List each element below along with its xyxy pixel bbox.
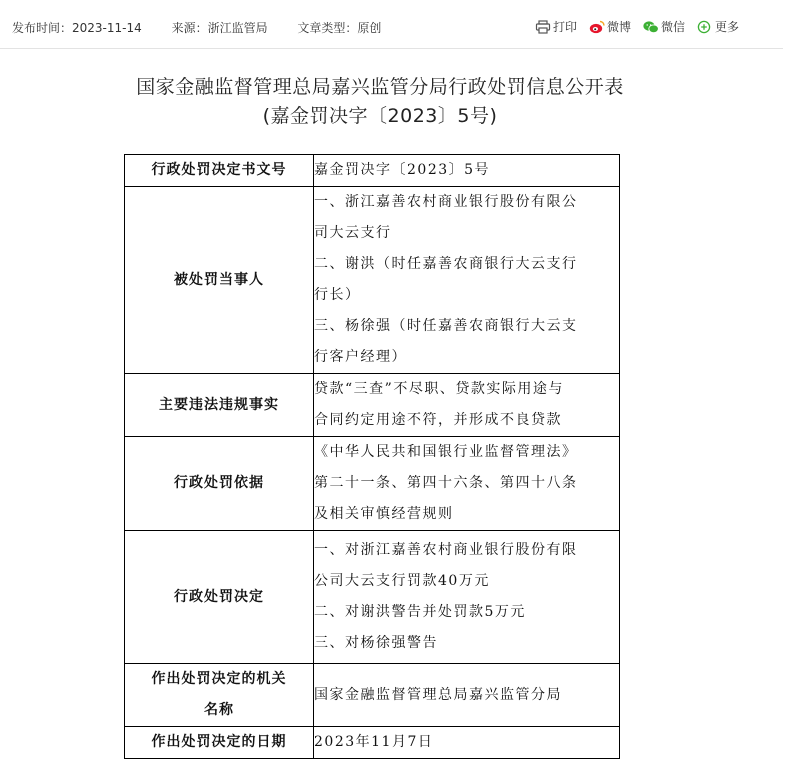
row-value <box>314 187 620 374</box>
row-value <box>314 664 620 727</box>
value-line: 二、谢洪（时任嘉善农商银行大云支行 <box>314 256 578 272</box>
more-label: 更多 <box>714 20 739 34</box>
publish-time: 发布时间：2023-11-14 <box>12 21 142 35</box>
value-line: 司大云支行 <box>314 225 392 241</box>
article-meta-bar <box>0 0 783 49</box>
value-line: 行长） <box>314 287 361 303</box>
share-toolbar <box>535 18 739 35</box>
value-line: 一、浙江嘉善农村商业银行股份有限公 <box>314 194 578 210</box>
weibo-icon <box>589 20 605 34</box>
row-value <box>314 155 620 187</box>
value-line: 及相关审慎经营规则 <box>314 506 454 522</box>
row-label <box>125 664 314 727</box>
wechat-share-button[interactable] <box>643 18 685 35</box>
table-row <box>125 187 620 374</box>
value-line: 行客户经理） <box>314 349 407 365</box>
row-value <box>314 437 620 531</box>
table-row <box>125 155 620 187</box>
value-line: 合同约定用途不符，并形成不良贷款 <box>314 412 562 428</box>
wechat-label: 微信 <box>660 20 685 34</box>
row-value <box>314 531 620 664</box>
value-line: 三、杨徐强（时任嘉善农商银行大云支 <box>314 318 578 334</box>
value-line: 国家金融监督管理总局嘉兴监管分局 <box>314 686 562 703</box>
more-share-button[interactable] <box>697 18 739 35</box>
row-label: 行政处罚依据 <box>125 437 314 531</box>
penalty-info-table <box>124 154 620 759</box>
weibo-label: 微博 <box>606 20 631 34</box>
plus-circle-icon <box>697 20 713 34</box>
label-line: 作出处罚决定的机关 <box>151 671 287 687</box>
row-value <box>314 374 620 437</box>
label-line: 名称 <box>204 702 234 718</box>
value-line: 2023年11月7日 <box>314 734 434 750</box>
table-row <box>125 437 620 531</box>
row-label: 主要违法违规事实 <box>125 374 314 437</box>
value-line: 三、对杨徐强警告 <box>314 635 438 651</box>
article-meta <box>12 19 407 36</box>
table-row <box>125 727 620 759</box>
row-label: 行政处罚决定书文号 <box>125 155 314 187</box>
article-source: 来源：浙江监管局 <box>171 21 268 35</box>
row-value <box>314 727 620 759</box>
print-label: 打印 <box>552 20 577 34</box>
row-label: 作出处罚决定的日期 <box>125 727 314 759</box>
table-row <box>125 374 620 437</box>
article-type: 文章类型：原创 <box>297 21 382 35</box>
value-line: 公司大云支行罚款40万元 <box>314 573 490 589</box>
value-line: 《中华人民共和国银行业监督管理法》 <box>314 444 578 460</box>
document-title: 国家金融监督管理总局嘉兴监管分局行政处罚信息公开表 <box>136 76 624 98</box>
weibo-share-button[interactable] <box>589 18 631 35</box>
wechat-icon <box>643 20 659 34</box>
value-line: 第二十一条、第四十六条、第四十八条 <box>314 475 578 491</box>
value-line: 贷款“三查”不尽职、贷款实际用途与 <box>314 381 564 397</box>
table-row <box>125 664 620 727</box>
value-line: 一、对浙江嘉善农村商业银行股份有限 <box>314 542 578 558</box>
row-label: 行政处罚决定 <box>125 531 314 664</box>
value-line: 二、对谢洪警告并处罚款5万元 <box>314 604 526 620</box>
value-line: 嘉金罚决字〔2023〕5号 <box>314 162 491 178</box>
print-button[interactable] <box>535 18 577 35</box>
printer-icon <box>535 20 551 34</box>
table-row <box>125 531 620 664</box>
document-number: (嘉金罚决字〔2023〕5号) <box>262 105 498 127</box>
row-label: 被处罚当事人 <box>125 187 314 374</box>
